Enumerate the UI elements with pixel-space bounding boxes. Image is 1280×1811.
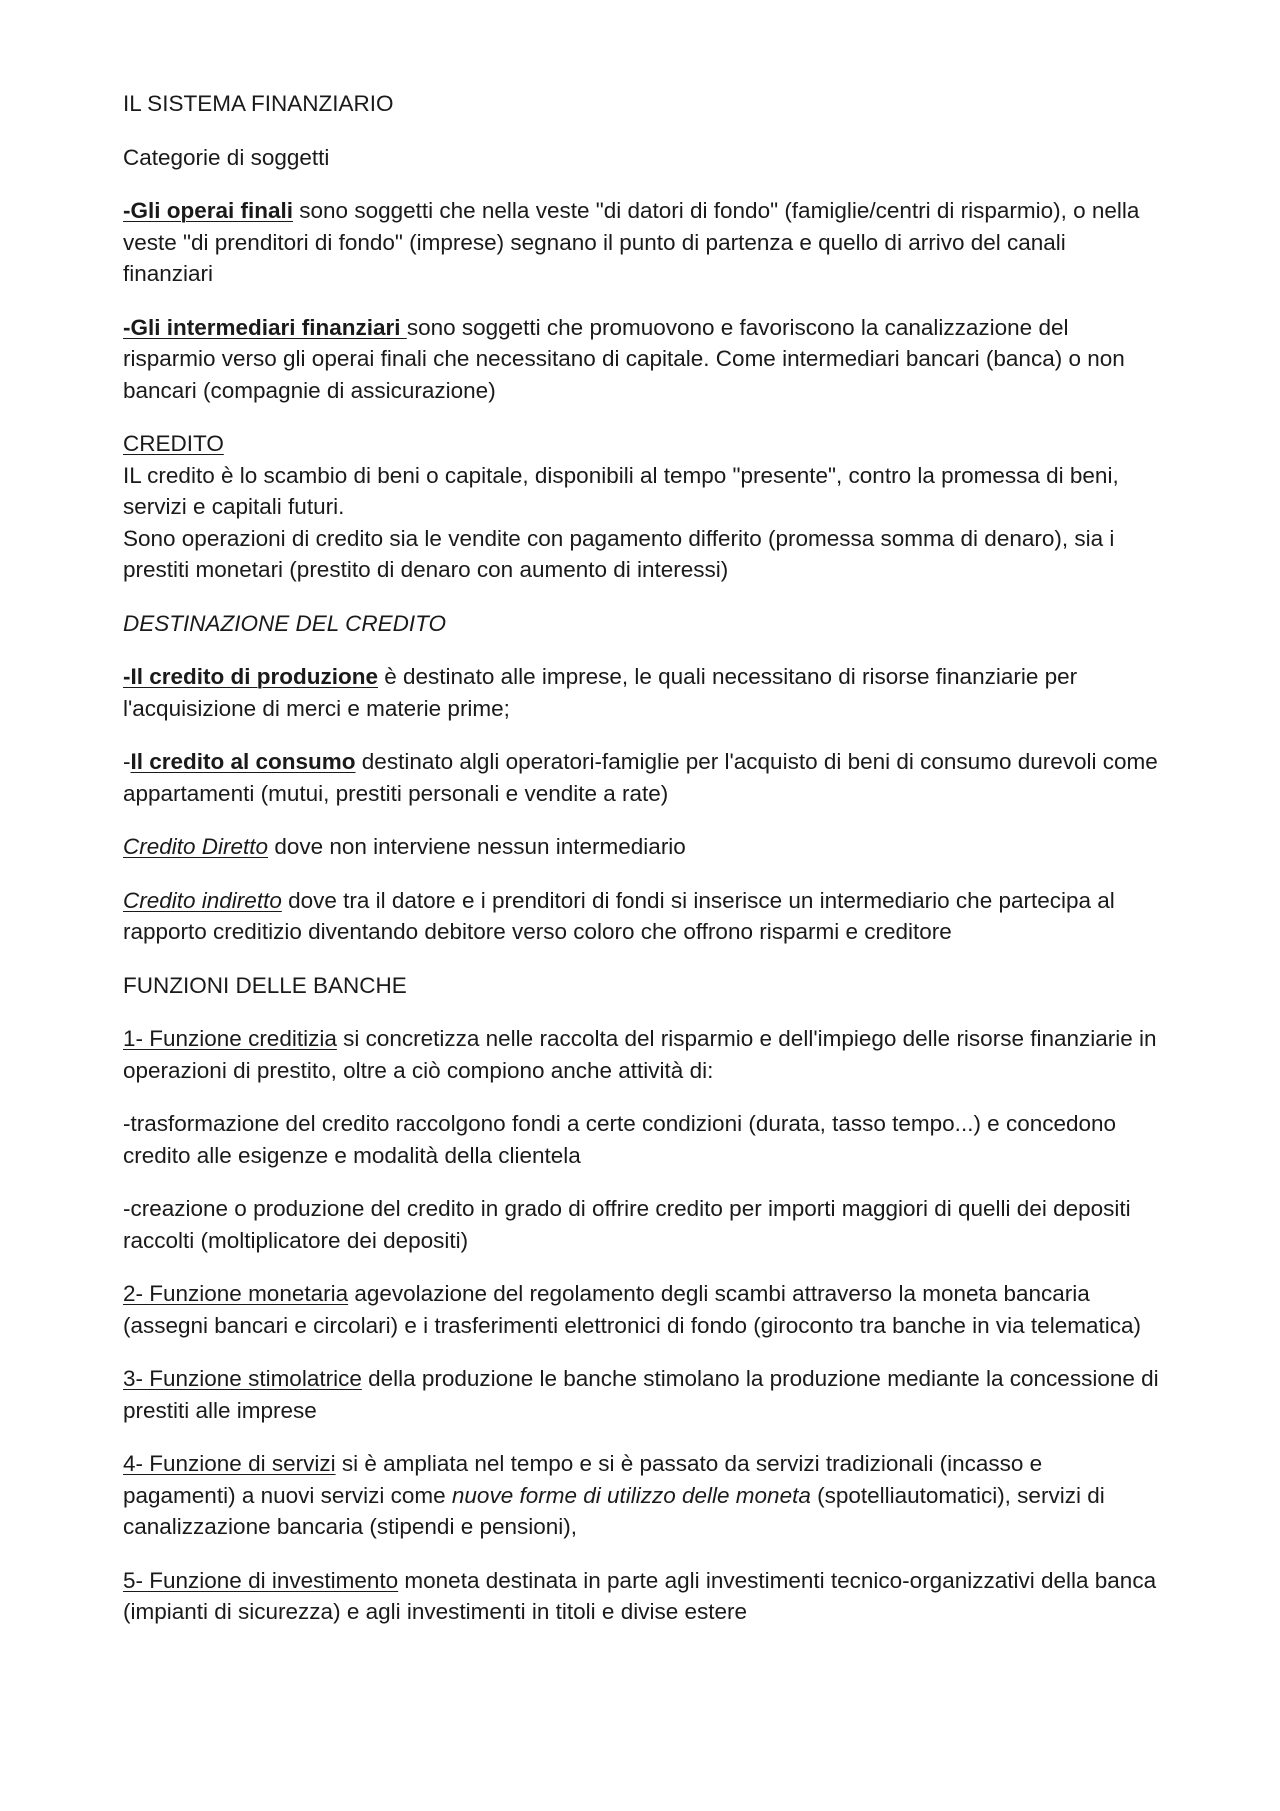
- paragraph-operai-finali: -Gli operai finali sono soggetti che nella veste "di datori di fondo" (famiglie/centri di risparmio), o nella veste "di prenditori di fondo" (imprese) segnano il punto di partenza e quello di arrivo del canali finanziari: [123, 198, 1140, 286]
- term-funzione-servizi: 4- Funzione di servizi: [123, 1451, 336, 1476]
- destinazione-heading: DESTINAZIONE DEL CREDITO: [123, 610, 446, 636]
- term-intermediari: -Gli intermediari finanziari: [123, 314, 407, 340]
- document-title: IL SISTEMA FINANZIARIO: [123, 91, 394, 116]
- term-credito-indiretto: Credito indiretto: [123, 887, 282, 913]
- credito-definition: IL credito è lo scambio di beni o capitale, disponibili al tempo "presente", contro la promessa di beni, servizi e capitali futuri.: [123, 462, 1119, 519]
- term-operai-finali: -Gli operai finali: [123, 198, 294, 223]
- paragraph-funzione-servizi: 4- Funzione di servizi si è ampliata nel tempo e si è passato da servizi tradizionali (incasso e pagamenti) a nuovi servizi come nuove forme di utilizzo delle moneta (spotelliautomatici), servizi di canalizzazione bancaria (stipendi e pensioni),: [123, 1451, 1105, 1539]
- term-funzione-monetaria: 2- Funzione monetaria: [123, 1281, 349, 1306]
- paragraph-funzione-creditizia: 1- Funzione creditizia si concretizza nelle raccolta del risparmio e dell'impiego delle risorse finanziarie in operazioni di prestito, oltre a ciò compiono anche attività di:: [123, 1026, 1157, 1083]
- paragraph-funzione-stimolatrice: 3- Funzione stimolatrice della produzione le banche stimolano la produzione mediante la concessione di prestiti alle imprese: [123, 1366, 1159, 1423]
- paragraph-trasformazione: -trasformazione del credito raccolgono fondi a certe condizioni (durata, tasso tempo...) e concedono credito alle esigenze e modalità della clientela: [123, 1111, 1117, 1168]
- section-credito: [123, 428, 1160, 586]
- term-funzione-investimento: 5- Funzione di investimento: [123, 1567, 399, 1593]
- paragraph-credito-diretto: Credito Diretto dove non interviene nessun intermediario: [123, 834, 686, 859]
- paragraph-credito-indiretto: Credito indiretto dove tra il datore e i prenditori di fondi si inserisce un intermediario che partecipa al rapporto creditizio diventando debitore verso coloro che offrono risparmi e creditore: [123, 887, 1115, 944]
- paragraph-credito-produzione: -Il credito di produzione è destinato alle imprese, le quali necessitano di risorse finanziarie per l'acquisizione di merci e materie prime;: [123, 664, 1078, 721]
- paragraph-funzione-monetaria: 2- Funzione monetaria agevolazione del regolamento degli scambi attraverso la moneta bancaria (assegni bancari e circolari) e i trasferimenti elettronici di fondo (giroconto tra banche in via telematica): [123, 1281, 1141, 1338]
- paragraph-credito-consumo: -Il credito al consumo destinato algli operatori-famiglie per l'acquisto di beni di consumo durevoli come appartamenti (mutui, prestiti personali e vendite a rate): [123, 749, 1158, 806]
- term-credito-diretto: Credito Diretto: [123, 834, 269, 859]
- term-credito-produzione: -Il credito di produzione: [123, 664, 378, 689]
- term-funzione-stimolatrice: 3- Funzione stimolatrice: [123, 1366, 362, 1391]
- term-funzione-creditizia: 1- Funzione creditizia: [123, 1026, 337, 1051]
- paragraph-creazione: -creazione o produzione del credito in grado di offrire credito per importi maggiori di quelli dei depositi raccolti (moltiplicatore dei depositi): [123, 1196, 1131, 1253]
- funzioni-heading: FUNZIONI DELLE BANCHE: [123, 972, 407, 998]
- credito-operations: Sono operazioni di credito sia le vendite con pagamento differito (promessa somma di denaro), sia i prestiti monetari (prestito di denaro con aumento di interessi): [123, 525, 1115, 582]
- credito-heading: CREDITO: [123, 431, 224, 456]
- paragraph-funzione-investimento: 5- Funzione di investimento moneta destinata in parte agli investimenti tecnico-organizzativi della banca (impianti di sicurezza) e agli investimenti in titoli e divise estere: [123, 1567, 1157, 1624]
- categorie-heading: Categorie di soggetti: [123, 144, 330, 170]
- term-credito-consumo: Il credito al consumo: [130, 749, 356, 774]
- paragraph-intermediari: -Gli intermediari finanziari sono soggetti che promuovono e favoriscono la canalizzazione del risparmio verso gli operai finali che necessitano di capitale. Come intermediari bancari (banca) o non bancari (compagnie di assicurazione): [123, 314, 1125, 403]
